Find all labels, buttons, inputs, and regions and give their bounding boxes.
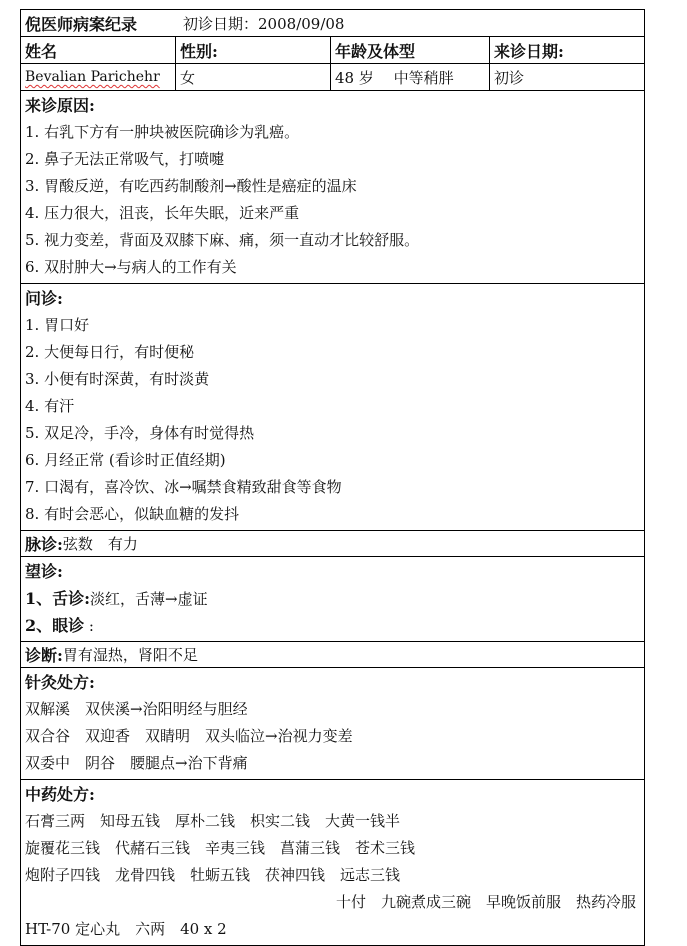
patient-visit: 初诊 — [494, 68, 525, 87]
reason-heading: 来诊原因: — [25, 96, 95, 115]
herbal-extra: HT-70 定心丸 六两 40 x 2 — [25, 920, 227, 938]
reason-item: 1. 右乳下方有一肿块被医院确诊为乳癌。 — [25, 123, 300, 141]
acupuncture-line: 双合谷 双迎香 双睛明 双头临泣→治视力变差 — [25, 727, 353, 745]
acupuncture-heading: 针灸处方: — [25, 673, 95, 692]
eye-line — [25, 612, 644, 639]
herbal-line: 旋覆花三钱 代赭石三钱 辛夷三钱 菖蒲三钱 苍术三钱 — [25, 839, 416, 857]
herbal-dosage: 十付 九碗煮成三碗 早晚饭前服 热药冷服 — [335, 893, 636, 911]
inquiry-item: 4. 有汗 — [25, 397, 75, 415]
visit-date-header: 来诊日期: — [494, 41, 564, 61]
tongue-label: 1、舌诊: — [25, 589, 91, 608]
name-header: 姓名 — [21, 37, 176, 63]
eye-label: 2、眼诊 — [25, 616, 85, 635]
inspection-section — [21, 557, 644, 642]
inquiry-item: 8. 有时会恶心，似缺血糖的发抖 — [25, 505, 240, 523]
patient-age-build: 48 岁 中等稍胖 — [331, 64, 490, 90]
diagnosis-row — [21, 642, 644, 668]
pulse-row — [21, 531, 644, 557]
reason-item: 5. 视力变差，背面及双膝下麻、痛，须一直动才比较舒服。 — [25, 231, 420, 249]
inquiry-heading: 问诊: — [25, 289, 63, 308]
herbal-line: 炮附子四钱 龙骨四钱 牡蛎五钱 茯神四钱 远志三钱 — [25, 866, 401, 884]
inquiry-item: 6. 月经正常 (看诊时正值经期) — [25, 451, 226, 469]
acupuncture-line: 双委中 阴谷 腰腿点→治下背痛 — [25, 754, 248, 772]
diagnosis-value: 胃有湿热，肾阳不足 — [62, 646, 198, 664]
pulse-value: 弦数 有力 — [62, 535, 138, 553]
inquiry-item: 3. 小便有时深黄，有时淡黄 — [25, 370, 210, 388]
herbal-heading: 中药处方: — [25, 785, 95, 804]
medical-record-table — [20, 9, 645, 946]
record-title: 倪医师病案纪录 — [25, 14, 138, 34]
eye-value: : — [88, 617, 94, 635]
title-row — [21, 10, 644, 37]
patient-name-cell — [21, 64, 176, 90]
first-visit-date: 初诊日期：2008/09/08 — [183, 14, 345, 33]
tongue-value: 淡红，舌薄→虚证 — [90, 590, 208, 608]
header-row — [21, 37, 644, 64]
inquiry-item: 2. 大便每日行，有时便秘 — [25, 343, 195, 361]
tongue-line — [25, 585, 644, 612]
pulse-label: 脉诊: — [25, 535, 63, 554]
acupuncture-line: 双解溪 双侠溪→治阳明经与胆经 — [25, 700, 248, 718]
herbal-section — [21, 780, 644, 945]
inquiry-item: 7. 口渴有，喜冷饮、冰→嘱禁食精致甜食等食物 — [25, 478, 342, 496]
sex-header: 性别: — [176, 37, 331, 63]
inspection-heading: 望诊: — [25, 562, 63, 581]
reason-item: 3. 胃酸反逆，有吃西药制酸剂→酸性是癌症的温床 — [25, 177, 357, 195]
diagnosis-label: 诊断: — [25, 646, 63, 665]
reason-item: 6. 双肘肿大→与病人的工作有关 — [25, 258, 237, 276]
inquiry-section — [21, 284, 644, 531]
reason-item: 2. 鼻子无法正常吸气，打喷嚏 — [25, 150, 225, 168]
herbal-line: 石膏三两 知母五钱 厚朴二钱 枳实二钱 大黄一钱半 — [25, 812, 401, 830]
age-build-header: 年龄及体型 — [331, 37, 490, 63]
patient-name: Bevalian Parichehr — [25, 69, 160, 85]
reason-section — [21, 91, 644, 284]
patient-sex: 女 — [176, 64, 331, 90]
patient-row — [21, 64, 644, 91]
reason-item: 4. 压力很大，沮丧，长年失眠，近来严重 — [25, 204, 300, 222]
acupuncture-section — [21, 668, 644, 780]
inquiry-item: 1. 胃口好 — [25, 316, 90, 334]
inquiry-item: 5. 双足冷，手冷，身体有时觉得热 — [25, 424, 255, 442]
